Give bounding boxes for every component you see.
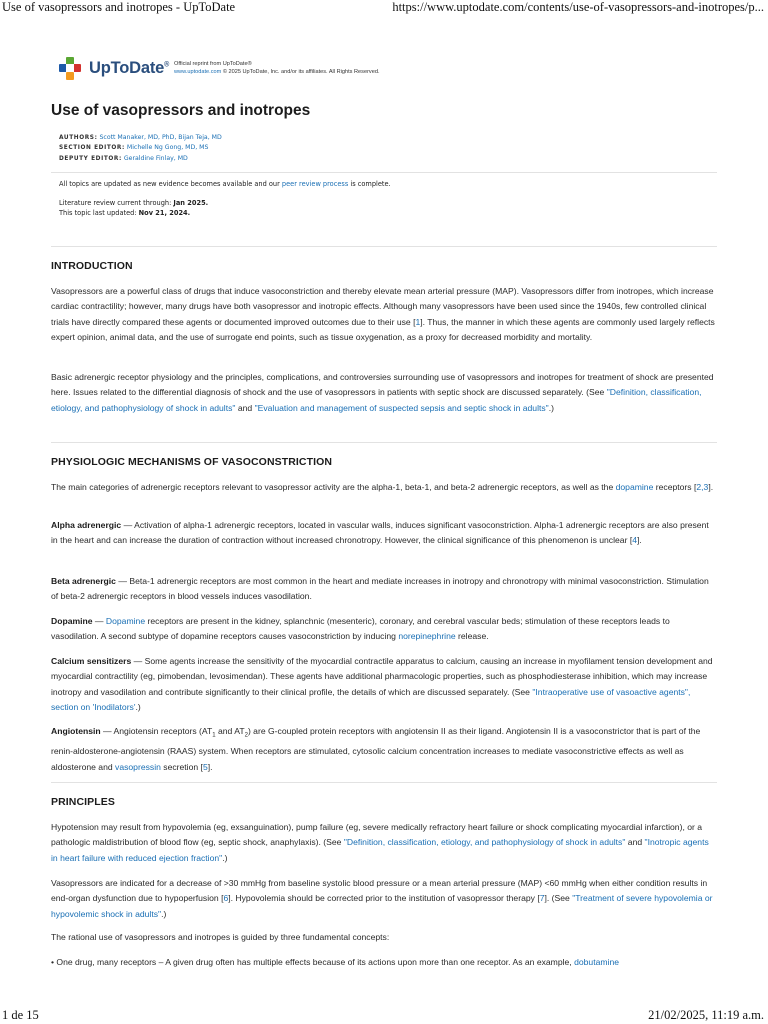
section-heading-principles: PRINCIPLES	[51, 796, 116, 808]
section-heading-physiologic-mechanisms: PHYSIOLOGIC MECHANISMS OF VASOCONSTRICTION	[51, 456, 333, 468]
reference-link[interactable]: 5	[202, 761, 208, 772]
section-editor-label: SECTION EDITOR:	[59, 145, 125, 152]
divider	[51, 246, 717, 247]
divider	[51, 782, 717, 783]
deputy-editor-label: DEPUTY EDITOR:	[59, 155, 122, 162]
alpha-adrenergic-label: Alpha adrenergic	[51, 520, 122, 530]
author-list	[59, 133, 222, 164]
drug-link-norepinephrine[interactable]: norepinephrine	[398, 631, 456, 642]
authors-label: AUTHORS:	[59, 135, 98, 141]
reference-link[interactable]: 2,3	[696, 482, 709, 492]
section-editor-link[interactable]: Michelle Ng Gong, MD, MS	[126, 144, 209, 152]
reference-link[interactable]: 7	[539, 893, 545, 904]
topic-link-hypovolemic-shock[interactable]: "Treatment of severe hypovolemia or hypovolemic shock in adults"	[51, 893, 713, 919]
print-datetime: 21/02/2025, 11:19 a.m.	[648, 1008, 764, 1022]
print-page-title: Use of vasopressors and inotropes - UpToDate	[2, 0, 236, 14]
page-number: 1 de 15	[2, 1008, 39, 1022]
reprint-notice	[174, 60, 380, 76]
divider	[51, 172, 717, 173]
reference-link[interactable]: 1	[415, 316, 421, 327]
angiotensin-label: Angiotensin	[51, 726, 101, 736]
authors-link[interactable]: Scott Manaker, MD, PhD, Bijan Teja, MD	[99, 134, 222, 141]
topic-link-inotropic-agents[interactable]: "Inotropic agents in heart failure with reduced ejection fraction"	[51, 837, 709, 863]
peer-review-link[interactable]: peer review process	[281, 180, 349, 188]
principles-paragraph-3: The rational use of vasopressors and inotropes is guided by three fundamental concepts:	[51, 932, 390, 942]
topic-link-intraoperative-vasoactive[interactable]: "Intraoperative use of vasoactive agents", section on 'Inodilators'	[51, 686, 691, 713]
reference-link[interactable]: 4	[632, 535, 637, 546]
drug-link-dopamine[interactable]: dopamine	[615, 482, 654, 492]
drug-link-dobutamine[interactable]: dobutamine	[574, 957, 620, 967]
section-heading-introduction: INTRODUCTION	[51, 260, 133, 272]
angiotensin-paragraph: Angiotensin — Angiotensin receptors ($AT_1$ and $AT_2$) are G-coupled protein receptors with angiotensin II as their ligand. Angiotensin II is a vasoconstrictor that is part of the renin-aldosterone-angiotensin (RAAS) system. When receptors are stimulated, cytosolic calcium concentration increases to mediate vasoconstrictive effects as well as aldosterone and vasopressin secretion [5].	[51, 726, 701, 772]
update-note: All topics are updated as new evidence becomes available and our peer review process is complete.	[59, 180, 391, 188]
article-title: Use of vasopressors and inotropes	[51, 102, 311, 119]
reprint-copyright: © 2025 UpToDate, Inc. and/or its affiliates. All Rights Reserved.	[221, 69, 380, 75]
topic-link-sepsis[interactable]: "Evaluation and management of suspected sepsis and septic shock in adults"	[254, 402, 549, 413]
print-page-url[interactable]: https://www.uptodate.com/contents/use-of-vasopressors-and-inotropes/p...	[392, 0, 764, 14]
principles-paragraph-2: Vasopressors are indicated for a decrease of >30 mmHg from baseline systolic blood pressure or a mean arterial pressure (MAP) <60 mmHg when either condition results in end-organ dysfunction due to hypoperfusion [6]. Hypovolemia should be corrected prior to the institution of vasopressor therapy [7]. (See "Treatment of severe hypovolemia or hypovolemic shock in adults".)	[51, 878, 713, 919]
beta-adrenergic-label: Beta adrenergic	[51, 576, 116, 586]
logo-wordmark: UpToDate®	[89, 59, 170, 77]
calcium-sensitizers-paragraph: Calcium sensitizers — Some agents increase the sensitivity of the myocardial contractile apparatus to calcium, causing an increase in myofilament tension development and myocardial contractility (eg, pimobendan, levosimendan). These agents have additional pharmacologic properties, such as phosphodiesterase inhibition, which may increase inotropy and vasodilation and contribute significantly to their clinical profile, the details of which are discussed separately. (See "Intraoperative use of vasoactive agents", section on 'Inodilators'.)	[51, 656, 713, 713]
divider	[51, 442, 717, 443]
calcium-sensitizers-label: Calcium sensitizers	[51, 656, 132, 666]
uptodate-logo-icon	[59, 57, 81, 81]
deputy-editor-link[interactable]: Geraldine Finlay, MD	[123, 154, 188, 162]
reprint-link[interactable]: www.uptodate.com	[174, 69, 222, 75]
print-footer	[0, 1008, 768, 1024]
drug-link-vasopressin[interactable]: vasopressin	[115, 761, 161, 772]
topic-link-shock-definition[interactable]: "Definition, classification, etiology, and pathophysiology of shock in adults"	[343, 837, 626, 848]
intro-paragraph-1: Vasopressors are a powerful class of drugs that induce vasoconstriction and thereby elevate mean arterial pressure (MAP). Vasopressors differ from inotropes, which increase cardiac contractility; however, many drugs have both vasopressor and inotropic effects. Although many vasopressors have been used since the 1940s, few controlled clinical trials have directly compared these agents or documented improved outcomes due to their use [1]. Thus, the manner in which these agents are commonly used largely reflects expert opinion, animal data, and the use of surrogate end points, such as tissue oxygenation, as a proxy for decreased morbidity and mortality.	[51, 286, 715, 343]
beta-adrenergic-paragraph: Beta adrenergic — Beta-1 adrenergic receptors are most common in the heart and mediate increases in inotropy and chronotropy with minimal vasoconstriction. Stimulation of beta-2 adrenergic receptors in blood vessels induces vasodilation.	[51, 576, 709, 602]
reference-link[interactable]: 6	[223, 893, 229, 904]
print-header	[0, 0, 768, 16]
drug-link-dopamine[interactable]: Dopamine	[105, 616, 146, 626]
reprint-line: Official reprint from UpToDate®	[174, 61, 252, 67]
list-item: • One drug, many receptors – A given drug often has multiple effects because of its actions upon more than one receptor. As an example, dobutamine	[51, 957, 620, 967]
alpha-adrenergic-paragraph: Alpha adrenergic — Activation of alpha-1 adrenergic receptors, located in vascular walls, induces significant vasoconstriction. Alpha-1 adrenergic receptors are also present in the heart and can increase the duration of contraction without increased chronotropy. However, the clinical significance of this phenomenon is unclear [4].	[51, 520, 709, 546]
review-dates: Literature review current through: Jan 2025. This topic last updated: Nov 21, 2024.	[59, 199, 209, 217]
dopamine-paragraph: Dopamine — Dopamine receptors are present in the kidney, splanchnic (mesenteric), coronary, and cerebral vascular beds; stimulation of these receptors leads to vasodilation. A second subtype of dopamine receptors causes vasoconstriction by inducing norepinephrine release.	[51, 616, 670, 642]
physiologic-paragraph-1: The main categories of adrenergic receptors relevant to vasopressor activity are the alpha-1, beta-1, and beta-2 adrenergic receptors, as well as the dopamine receptors [2,3].	[51, 482, 714, 492]
dopamine-label: Dopamine	[51, 616, 93, 626]
topic-link-shock-definition[interactable]: "Definition, classification, etiology, and pathophysiology of shock in adults"	[51, 387, 702, 413]
principles-paragraph-1: Hypotension may result from hypovolemia (eg, exsanguination), pump failure (eg, severe medically refractory heart failure or shock complicating myocardial infarction), or a pathologic maldistribution of blood flow (eg, septic shock, anaphylaxis). (See "Definition, classification, etiology, and pathophysiology of shock in adults" and "Inotropic agents in heart failure with reduced ejection fraction".)	[51, 822, 709, 863]
intro-paragraph-2: Basic adrenergic receptor physiology and the principles, complications, and controversies surrounding use of vasopressors and inotropes for treatment of shock are presented here. Issues related to the differential diagnosis of shock and the use of vasopressors in patients with septic shock are discussed separately. (See "Definition, classification, etiology, and pathophysiology of shock in adults" and "Evaluation and management of suspected sepsis and septic shock in adults".)	[51, 372, 714, 413]
